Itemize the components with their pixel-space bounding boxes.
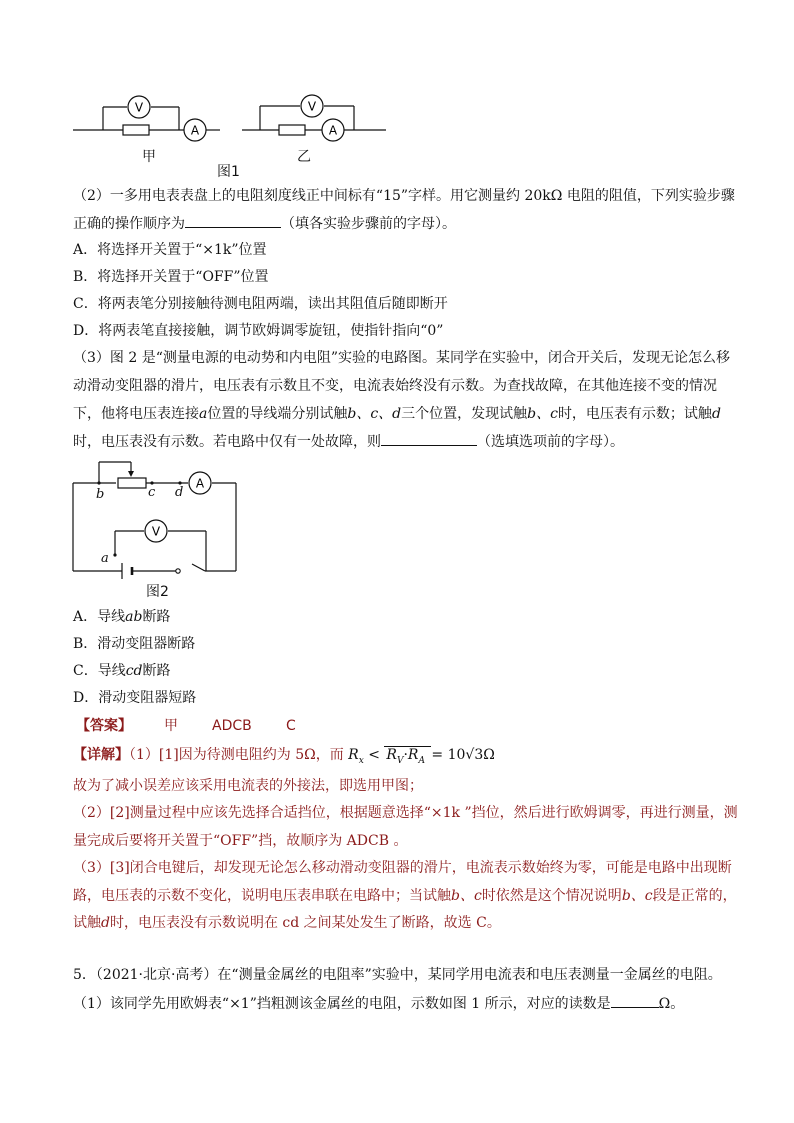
svg-text:A: A bbox=[190, 123, 200, 138]
answer-3: C bbox=[286, 718, 296, 734]
fig1-label-yi: 乙 bbox=[297, 149, 311, 165]
q3-answer-blank[interactable] bbox=[381, 431, 477, 446]
detail-line6: 路，电压表的示数不变化，说明电压表串联在电路中；当试触b、c时依然是这个情况说明b、c段是正常的， bbox=[73, 888, 737, 904]
q2-line1: （2）一多用电表表盘上的电阻刻度线正中间标有“15”字样。用它测量约 20kΩ 电阻的阻值，下列实验步骤 bbox=[73, 188, 735, 204]
q2-answer-blank[interactable] bbox=[185, 213, 281, 228]
figure-1-circuits bbox=[70, 92, 400, 154]
answer-label: 【答案】 bbox=[76, 718, 132, 734]
detail-line7: 试触d时，电压表没有示数说明在 cd 之间某处发生了断路，故选 C。 bbox=[73, 915, 501, 931]
fig2-point-b: b bbox=[96, 487, 105, 502]
q3-option-a: A．导线ab断路 bbox=[73, 609, 171, 625]
q3-line4: 时，电压表没有示数。若电路中仅有一处故障，则 （选填选项前的字母）。 bbox=[73, 431, 624, 452]
fig1-label-jia: 甲 bbox=[142, 149, 156, 165]
detail-line5: （3）[3]闭合电键后，却发现无论怎么移动滑动变阻器的滑片，电流表示数始终为零，可能是电路中出现断 bbox=[73, 860, 732, 876]
fig2-point-d: d bbox=[175, 485, 184, 500]
svg-text:V: V bbox=[151, 524, 161, 539]
detail-line4: 量完成后要将开关置于“OFF”挡，故顺序为 ADCB 。 bbox=[73, 833, 408, 849]
fig1-caption: 图1 bbox=[217, 164, 240, 180]
q5-answer-blank[interactable] bbox=[611, 993, 659, 1008]
svg-text:A: A bbox=[195, 476, 205, 491]
answer-1: 甲 bbox=[164, 718, 178, 734]
resistor-jia bbox=[123, 125, 149, 135]
fig2-point-c: c bbox=[148, 485, 156, 500]
q2-line2: 正确的操作顺序为 （填各实验步骤前的字母）。 bbox=[73, 213, 456, 234]
detail-line1: 【详解】（1）[1]因为待测电阻约为 5Ω，而 $R_x < R_V\cdot R_A = 10√3\Omega$ bbox=[73, 747, 495, 766]
fig2-caption: 图2 bbox=[146, 584, 169, 600]
q3-option-d: D．滑动变阻器短路 bbox=[73, 690, 197, 706]
q5-line2: （1）该同学先用欧姆表“×1”挡粗测该金属丝的电阻，示数如图 1 所示，对应的读数是 Ω。 bbox=[73, 993, 684, 1014]
q2-option-c: C．将两表笔分别接触待测电阻两端，读出其阻值后随即断开 bbox=[73, 296, 448, 312]
q5-line1: 5．（2021·北京·高考）在“测量金属丝的电阻率”实验中，某同学用电流表和电压表测量一金属丝的电阻。 bbox=[73, 967, 722, 983]
answer-line bbox=[76, 716, 296, 736]
q3-line3: 下，他将电压表连接a位置的导线端分别试触b、c、d三个位置，发现试触b、c时，电压表有示数；试触d bbox=[73, 406, 721, 422]
resistor-yi bbox=[279, 125, 305, 135]
answer-2: ADCB bbox=[212, 718, 252, 734]
svg-text:V: V bbox=[134, 100, 144, 115]
q3-option-c: C．导线cd断路 bbox=[73, 663, 171, 679]
q3-line1: （3）图 2 是“测量电源的电动势和内电阻”实验的电路图。某同学在实验中，闭合开关后，发现无论怎么移 bbox=[73, 350, 731, 366]
detail-label: 【详解】 bbox=[73, 747, 129, 763]
detail-line2: 故为了减小误差应该采用电流表的外接法，即选用甲图； bbox=[73, 778, 423, 794]
q2-option-d: D．将两表笔直接接触，调节欧姆调零旋钮，使指针指向“0” bbox=[73, 323, 444, 339]
fig2-point-a: a bbox=[101, 551, 109, 566]
q3-option-b: B．滑动变阻器断路 bbox=[73, 636, 196, 652]
figure-2-circuit bbox=[68, 458, 248, 580]
q3-line2: 动滑动变阻器的滑片，电压表有示数且不变，电流表始终没有示数。为查找故障，在其他连接不变的情况 bbox=[73, 378, 717, 394]
detail-line3: （2）[2]测量过程中应该先选择合适挡位，根据题意选择“×1k ”挡位，然后进行欧姆调零，再进行测量，测 bbox=[73, 805, 738, 821]
svg-text:A: A bbox=[328, 123, 338, 138]
q2-option-b: B．将选择开关置于“OFF”位置 bbox=[73, 269, 269, 285]
svg-text:V: V bbox=[307, 99, 317, 114]
q2-option-a: A．将选择开关置于“×1k”位置 bbox=[73, 242, 267, 258]
rheostat bbox=[118, 478, 146, 488]
